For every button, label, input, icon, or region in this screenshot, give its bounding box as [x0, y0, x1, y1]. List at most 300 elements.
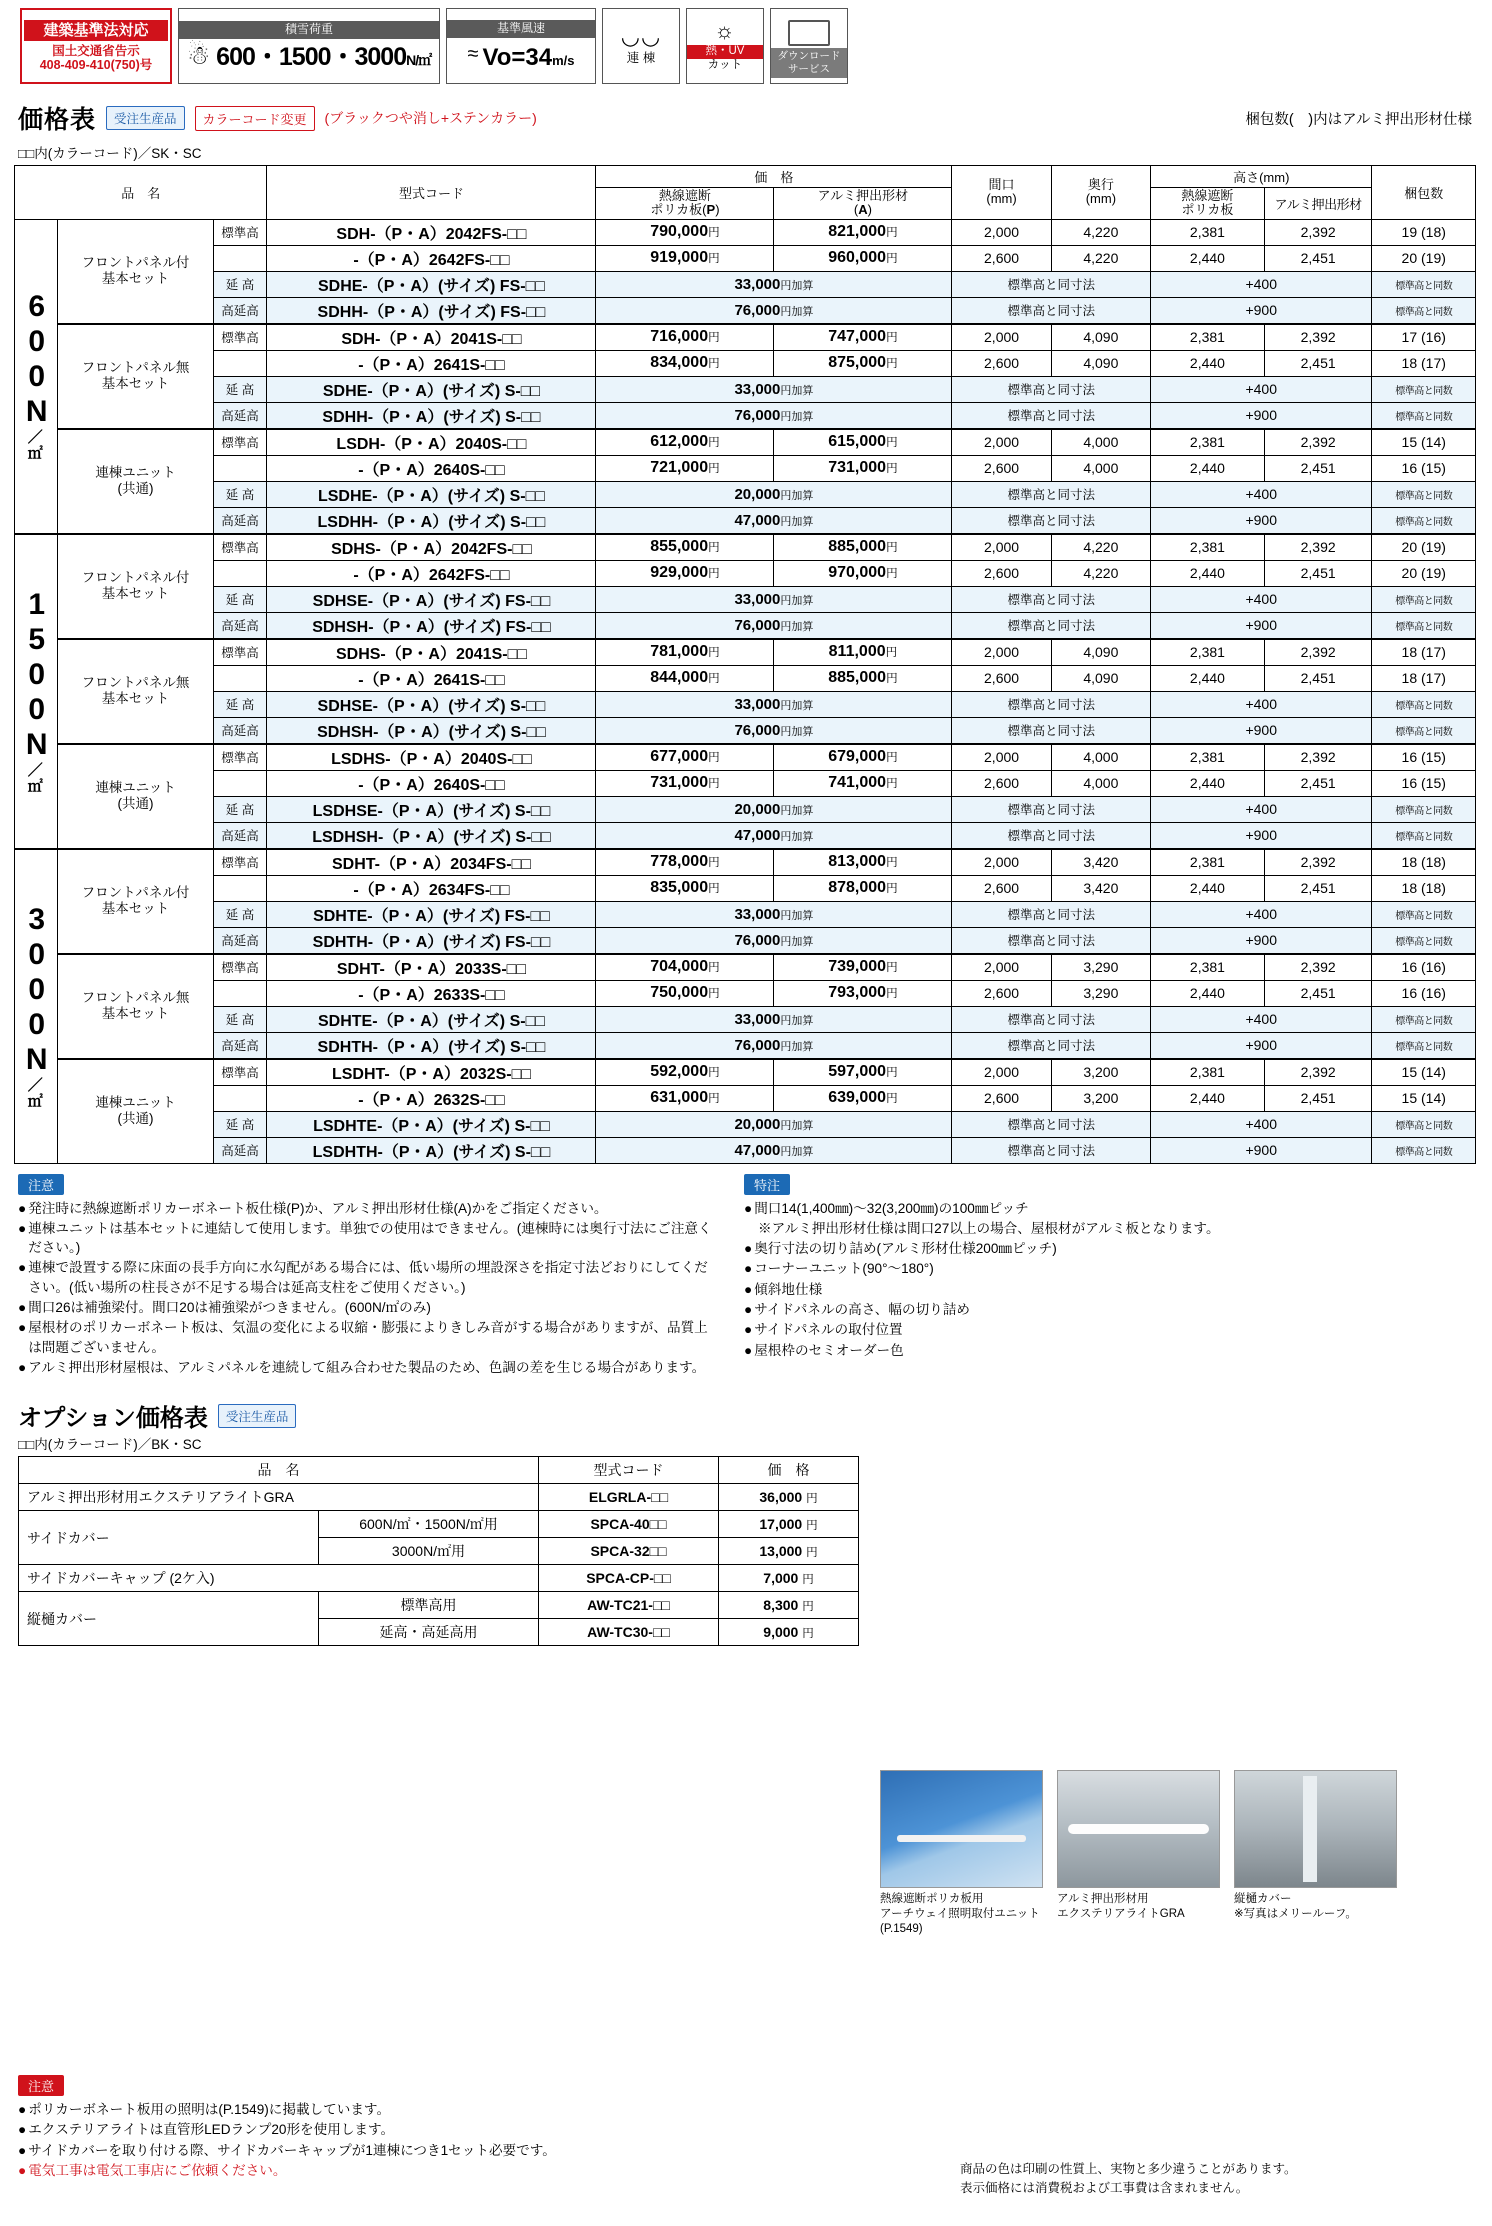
height-delta: +900 [1151, 927, 1372, 954]
model-code: -（P・A）2642FS-□□ [267, 560, 596, 586]
model-code: SDHT-（P・A）2034FS-□□ [267, 849, 596, 876]
model-code: LSDHTH-（P・A）(サイズ) S-□□ [267, 1137, 596, 1163]
height-poly: 2,381 [1151, 849, 1265, 876]
width-value: 2,000 [952, 639, 1051, 666]
price-alumi: 960,000円 [774, 245, 952, 271]
note-text: 奥行寸法の切り詰め(アルミ形材仕様200㎜ピッチ) [754, 1241, 1057, 1257]
height-type-label: 標準高 [213, 849, 267, 876]
snow-load-badge [178, 8, 440, 84]
dimension-note: 標準高と同寸法 [952, 1111, 1151, 1137]
note-item [18, 1318, 718, 1357]
model-code: SDHSH-（P・A）(サイズ) S-□□ [267, 717, 596, 744]
depth-value: 4,220 [1051, 245, 1150, 271]
color-code-line: □□内(カラーコード)／SK・SC [18, 146, 202, 161]
color-change-note: (ブラックつや消し+ステンカラー) [324, 110, 537, 126]
bullet-icon: ● [18, 1359, 27, 1375]
footer-line-1: 商品の色は印刷の性質上、実物と多少違うことがあります。 [960, 2162, 1297, 2176]
height-delta: +900 [1151, 1137, 1372, 1163]
packing-count: 標準高と同数 [1372, 271, 1476, 297]
archway-lighting-photo [880, 1770, 1043, 1888]
product-name: フロントパネル付 基本セット [58, 849, 213, 954]
option-name: 縦樋カバー [19, 1592, 319, 1646]
table-row [15, 245, 1476, 271]
packing-count: 標準高と同数 [1372, 691, 1476, 717]
product-name: フロントパネル無 基本セット [58, 324, 213, 429]
surcharge-price: 76,000円加算 [596, 1032, 952, 1059]
height-poly: 2,381 [1151, 324, 1265, 351]
bullet-icon: ● [18, 1300, 27, 1316]
height-poly: 2,440 [1151, 350, 1265, 376]
surcharge-price: 33,000円加算 [596, 691, 952, 717]
height-alumi: 2,451 [1264, 560, 1372, 586]
color-code-change-badge: カラーコード変更 [195, 106, 315, 131]
model-code: SDHSE-（P・A）(サイズ) FS-□□ [267, 586, 596, 612]
model-code: LSDHH-（P・A）(サイズ) S-□□ [267, 507, 596, 534]
packing-count: 20 (19) [1372, 245, 1476, 271]
option-notes-heading: 注意 [18, 2075, 64, 2096]
height-type-label: 標準高 [213, 1059, 267, 1086]
price-alumi: 885,000円 [774, 665, 952, 691]
width-value: 2,600 [952, 875, 1051, 901]
surcharge-price: 76,000円加算 [596, 297, 952, 324]
download-service-badge[interactable] [770, 8, 848, 84]
product-name: 連棟ユニット (共通) [58, 744, 213, 849]
height-alumi: 2,392 [1264, 639, 1372, 666]
height-poly: 2,381 [1151, 219, 1265, 245]
th-price-alumi: アルミ押出形材 (A) [774, 188, 952, 220]
height-poly: 2,381 [1151, 1059, 1265, 1086]
note-text: 間口14(1,400㎜)～32(3,200㎜)の100㎜ピッチ [754, 1200, 1029, 1216]
height-alumi: 2,451 [1264, 875, 1372, 901]
depth-value: 4,090 [1051, 639, 1150, 666]
packing-count: 16 (15) [1372, 744, 1476, 771]
depth-value: 4,220 [1051, 534, 1150, 561]
option-made-to-order-badge: 受注生産品 [218, 1404, 297, 1428]
price-poly: 631,000円 [596, 1085, 774, 1111]
page-title: 価格表 [18, 106, 97, 134]
price-alumi: 731,000円 [774, 455, 952, 481]
dimension-note: 標準高と同寸法 [952, 822, 1151, 849]
height-type-label [213, 875, 267, 901]
note-text: 屋根枠のセミオーダー色 [754, 1342, 904, 1358]
height-poly: 2,440 [1151, 980, 1265, 1006]
model-code: SDHTE-（P・A）(サイズ) S-□□ [267, 1006, 596, 1032]
price-poly: 790,000円 [596, 219, 774, 245]
th-price-poly: 熱線遮断 ポリカ板(P) [596, 188, 774, 220]
model-code: SDHE-（P・A）(サイズ) S-□□ [267, 376, 596, 402]
height-type-label: 高延高 [213, 402, 267, 429]
table-row [15, 822, 1476, 849]
table-row [15, 665, 1476, 691]
th-width: 間口 (mm) [952, 166, 1051, 220]
notice-number: 408-409-410(750)号 [39, 58, 153, 73]
wind-speed-value: Vo=34 [482, 44, 553, 72]
table-row [15, 297, 1476, 324]
photo-caption-2: 縦樋カバー ※写真はメリールーフ。 [1234, 1893, 1357, 1920]
packing-count: 18 (17) [1372, 639, 1476, 666]
th-height-alumi: アルミ押出形材 [1264, 188, 1372, 220]
bullet-icon: ● [744, 1302, 753, 1318]
product-name: 連棟ユニット (共通) [58, 1059, 213, 1164]
price-poly: 750,000円 [596, 980, 774, 1006]
price-alumi: 821,000円 [774, 219, 952, 245]
width-value: 2,600 [952, 245, 1051, 271]
depth-value: 4,090 [1051, 665, 1150, 691]
photo-caption-1: アルミ押出形材用 エクステリアライトGRA [1057, 1893, 1185, 1920]
height-alumi: 2,392 [1264, 1059, 1372, 1086]
width-value: 2,000 [952, 219, 1051, 245]
note-text: 間口26は補強梁付。間口20は補強梁がつきません。(600N/㎡のみ) [28, 1300, 431, 1316]
surcharge-price: 20,000円加算 [596, 796, 952, 822]
bullet-icon: ● [18, 1260, 27, 1276]
multi-bay-icon: ◡◡ [620, 24, 662, 50]
model-code: -（P・A）2634FS-□□ [267, 875, 596, 901]
footer-disclaimer [960, 2160, 1297, 2198]
photo-row [880, 1770, 1397, 1937]
product-name: 連棟ユニット (共通) [58, 429, 213, 534]
height-type-label [213, 980, 267, 1006]
height-type-label: 標準高 [213, 954, 267, 981]
table-row [15, 717, 1476, 744]
note-text: 発注時に熱線遮断ポリカーボネート板仕様(P)か、アルミ押出形材仕様(A)かをご指定ください。 [28, 1200, 608, 1216]
price-alumi: 970,000円 [774, 560, 952, 586]
price-alumi: 747,000円 [774, 324, 952, 351]
height-poly: 2,440 [1151, 1085, 1265, 1111]
packing-count: 標準高と同数 [1372, 376, 1476, 402]
dimension-note: 標準高と同寸法 [952, 717, 1151, 744]
table-row [15, 980, 1476, 1006]
depth-value: 3,290 [1051, 980, 1150, 1006]
snow-load-caption: 積雪荷重 [179, 21, 439, 39]
note-text: アルミ押出形材屋根は、アルミパネルを連続して組み合わせた製品のため、色調の差を生じる場合があります。 [28, 1359, 706, 1375]
notes-heading: 注意 [18, 1174, 64, 1195]
height-poly: 2,440 [1151, 245, 1265, 271]
price-alumi: 878,000円 [774, 875, 952, 901]
packing-count: 標準高と同数 [1372, 402, 1476, 429]
width-value: 2,000 [952, 744, 1051, 771]
width-value: 2,600 [952, 455, 1051, 481]
price-alumi: 875,000円 [774, 350, 952, 376]
table-row [15, 612, 1476, 639]
dimension-note: 標準高と同寸法 [952, 927, 1151, 954]
uv-cut-line1: 熱・UV [687, 45, 763, 58]
snow-icon: ☃ [186, 39, 211, 70]
packing-note: 梱包数( )内はアルミ押出形材仕様 [1245, 111, 1472, 128]
width-value: 2,000 [952, 324, 1051, 351]
bullet-icon: ● [18, 2122, 27, 2138]
price-poly: 834,000円 [596, 350, 774, 376]
dimension-note: 標準高と同寸法 [952, 586, 1151, 612]
depth-value: 4,000 [1051, 744, 1150, 771]
table-row [15, 376, 1476, 402]
height-type-label: 高延高 [213, 297, 267, 324]
table-row [15, 1006, 1476, 1032]
wind-icon: ≈ [467, 43, 479, 66]
option-model-code: SPCA-40□□ [539, 1511, 719, 1538]
dimension-note: 標準高と同寸法 [952, 376, 1151, 402]
product-name: フロントパネル付 基本セット [58, 219, 213, 324]
price-alumi: 615,000円 [774, 429, 952, 456]
table-row [15, 402, 1476, 429]
table-row [15, 271, 1476, 297]
building-standards-title: 建築基準法対応 [24, 20, 168, 41]
table-row [15, 744, 1476, 771]
depth-value: 4,090 [1051, 350, 1150, 376]
note-text: コーナーユニット(90°～180°) [754, 1261, 934, 1277]
height-alumi: 2,451 [1264, 665, 1372, 691]
note-item [18, 2100, 818, 2119]
height-alumi: 2,451 [1264, 455, 1372, 481]
table-row [15, 455, 1476, 481]
price-poly: 731,000円 [596, 770, 774, 796]
model-code: LSDHSH-（P・A）(サイズ) S-□□ [267, 822, 596, 849]
height-delta: +900 [1151, 822, 1372, 849]
surcharge-price: 47,000円加算 [596, 507, 952, 534]
snow-load-value: 600・1500・3000 [216, 42, 407, 71]
multi-bay-label: 連 棟 [626, 51, 656, 66]
price-alumi: 885,000円 [774, 534, 952, 561]
spec-badge-row [14, 0, 1478, 98]
table-row [15, 507, 1476, 534]
option-row [19, 1592, 859, 1619]
bullet-icon: ● [744, 1281, 753, 1297]
table-row [15, 901, 1476, 927]
height-alumi: 2,451 [1264, 980, 1372, 1006]
depth-value: 3,200 [1051, 1059, 1150, 1086]
height-type-label [213, 770, 267, 796]
packing-count: 15 (14) [1372, 429, 1476, 456]
packing-count: 標準高と同数 [1372, 612, 1476, 639]
option-notes [18, 2075, 818, 2181]
option-model-code: AW-TC21-□□ [539, 1592, 719, 1619]
price-alumi: 793,000円 [774, 980, 952, 1006]
option-row [19, 1484, 859, 1511]
option-variant: 3000N/㎡用 [319, 1538, 539, 1565]
table-row [15, 429, 1476, 456]
surcharge-price: 33,000円加算 [596, 271, 952, 297]
price-poly: 592,000円 [596, 1059, 774, 1086]
product-name: フロントパネル無 基本セット [58, 954, 213, 1059]
height-poly: 2,381 [1151, 534, 1265, 561]
price-poly: 835,000円 [596, 875, 774, 901]
price-poly: 721,000円 [596, 455, 774, 481]
option-price-table [18, 1456, 859, 1646]
product-name: フロントパネル無 基本セット [58, 639, 213, 744]
special-sub-note-text: ※アルミ押出形材仕様は間口27以上の場合、屋根材がアルミ板となります。 [758, 1220, 1220, 1236]
model-code: -（P・A）2641S-□□ [267, 665, 596, 691]
monitor-icon [788, 20, 830, 46]
th-code: 型式コード [267, 166, 596, 220]
height-type-label [213, 245, 267, 271]
load-capacity-label: 600N ／ ㎡ [15, 219, 58, 534]
height-poly: 2,381 [1151, 954, 1265, 981]
price-poly: 704,000円 [596, 954, 774, 981]
surcharge-price: 33,000円加算 [596, 901, 952, 927]
dimension-note: 標準高と同寸法 [952, 507, 1151, 534]
price-alumi: 813,000円 [774, 849, 952, 876]
note-item [18, 2120, 818, 2139]
note-text: 傾斜地仕様 [754, 1281, 823, 1297]
dimension-note: 標準高と同寸法 [952, 297, 1151, 324]
height-delta: +900 [1151, 402, 1372, 429]
width-value: 2,000 [952, 954, 1051, 981]
height-type-label [213, 560, 267, 586]
packing-count: 16 (16) [1372, 980, 1476, 1006]
option-color-code-line: □□内(カラーコード)／BK・SC [18, 1437, 202, 1453]
dimension-note: 標準高と同寸法 [952, 1137, 1151, 1163]
note-item [18, 2141, 818, 2160]
height-type-label: 延 高 [213, 796, 267, 822]
model-code: LSDHE-（P・A）(サイズ) S-□□ [267, 481, 596, 507]
model-code: LSDHSE-（P・A）(サイズ) S-□□ [267, 796, 596, 822]
exterior-light-photo [1057, 1770, 1220, 1888]
surcharge-price: 47,000円加算 [596, 1137, 952, 1163]
model-code: -（P・A）2632S-□□ [267, 1085, 596, 1111]
table-row [15, 481, 1476, 507]
table-row [15, 324, 1476, 351]
option-variant: 600N/㎡・1500N/㎡用 [319, 1511, 539, 1538]
table-row [15, 796, 1476, 822]
table-row [15, 770, 1476, 796]
th-name: 品 名 [15, 166, 267, 220]
option-price: 36,000 円 [719, 1484, 859, 1511]
height-delta: +400 [1151, 901, 1372, 927]
model-code: SDHS-（P・A）2042FS-□□ [267, 534, 596, 561]
option-model-code: SPCA-32□□ [539, 1538, 719, 1565]
width-value: 2,600 [952, 770, 1051, 796]
depth-value: 4,090 [1051, 324, 1150, 351]
option-name: サイドカバーキャップ (2ケ入) [19, 1565, 539, 1592]
note-item [744, 1259, 1444, 1278]
model-code: SDH-（P・A）2042FS-□□ [267, 219, 596, 245]
price-alumi: 639,000円 [774, 1085, 952, 1111]
price-alumi: 597,000円 [774, 1059, 952, 1086]
height-type-label: 延 高 [213, 586, 267, 612]
option-row [19, 1565, 859, 1592]
note-item [744, 1280, 1444, 1299]
height-type-label [213, 350, 267, 376]
table-row [15, 219, 1476, 245]
opt-th-code: 型式コード [539, 1457, 719, 1484]
bullet-icon: ● [18, 1320, 27, 1336]
note-item [744, 1320, 1444, 1339]
option-price: 17,000 円 [719, 1511, 859, 1538]
height-type-label: 標準高 [213, 429, 267, 456]
note-item [18, 1258, 718, 1297]
height-type-label: 標準高 [213, 219, 267, 245]
opt-th-name: 品 名 [19, 1457, 539, 1484]
note-text: エクステリアライトは直管形LEDランプ20形を使用します。 [28, 2122, 395, 2138]
width-value: 2,600 [952, 560, 1051, 586]
height-poly: 2,440 [1151, 770, 1265, 796]
model-code: SDHS-（P・A）2041S-□□ [267, 639, 596, 666]
note-text: ポリカーボネート板用の照明は(P.1549)に掲載しています。 [28, 2102, 391, 2117]
option-title: オプション価格表 [18, 1405, 208, 1433]
surcharge-price: 20,000円加算 [596, 481, 952, 507]
packing-count: 標準高と同数 [1372, 507, 1476, 534]
height-type-label: 標準高 [213, 744, 267, 771]
height-type-label: 標準高 [213, 534, 267, 561]
packing-count: 16 (16) [1372, 954, 1476, 981]
height-poly: 2,381 [1151, 429, 1265, 456]
special-sub-note [744, 1219, 1444, 1238]
option-variant: 標準高用 [319, 1592, 539, 1619]
option-section-header [14, 1398, 1478, 1433]
depth-value: 4,000 [1051, 455, 1150, 481]
height-alumi: 2,392 [1264, 324, 1372, 351]
model-code: SDHSE-（P・A）(サイズ) S-□□ [267, 691, 596, 717]
model-code: SDHE-（P・A）(サイズ) FS-□□ [267, 271, 596, 297]
special-heading: 特注 [744, 1174, 790, 1195]
height-delta: +900 [1151, 507, 1372, 534]
photo-caption-0: 熱線遮断ポリカ板用 アーチウェイ照明取付ユニット (P.1549) [880, 1893, 1040, 1935]
note-item [744, 1300, 1444, 1319]
table-row [15, 1137, 1476, 1163]
height-delta: +900 [1151, 297, 1372, 324]
height-poly: 2,381 [1151, 639, 1265, 666]
packing-count: 15 (14) [1372, 1085, 1476, 1111]
packing-count: 18 (17) [1372, 350, 1476, 376]
option-model-code: AW-TC30-□□ [539, 1619, 719, 1646]
packing-count: 標準高と同数 [1372, 586, 1476, 612]
dimension-note: 標準高と同寸法 [952, 691, 1151, 717]
bullet-icon: ● [18, 2142, 27, 2158]
option-variant: 延高・高延高用 [319, 1619, 539, 1646]
option-model-code: SPCA-CP-□□ [539, 1565, 719, 1592]
height-poly: 2,381 [1151, 744, 1265, 771]
note-text: サイドカバーを取り付ける際、サイドカバーキャップが1連棟につき1セット必要です。 [28, 2142, 556, 2158]
height-type-label: 延 高 [213, 271, 267, 297]
height-delta: +400 [1151, 271, 1372, 297]
table-row [15, 639, 1476, 666]
height-poly: 2,440 [1151, 455, 1265, 481]
surcharge-price: 76,000円加算 [596, 402, 952, 429]
opt-th-price: 価 格 [719, 1457, 859, 1484]
packing-count: 16 (15) [1372, 455, 1476, 481]
depth-value: 4,000 [1051, 770, 1150, 796]
dimension-note: 標準高と同寸法 [952, 901, 1151, 927]
width-value: 2,000 [952, 534, 1051, 561]
download-line1: ダウンロード [777, 49, 841, 62]
packing-count: 15 (14) [1372, 1059, 1476, 1086]
height-poly: 2,440 [1151, 665, 1265, 691]
table-row [15, 586, 1476, 612]
packing-count: 18 (17) [1372, 665, 1476, 691]
dimension-note: 標準高と同寸法 [952, 1006, 1151, 1032]
dimension-note: 標準高と同寸法 [952, 402, 1151, 429]
model-code: SDH-（P・A）2041S-□□ [267, 324, 596, 351]
depth-value: 3,420 [1051, 875, 1150, 901]
table-row [15, 927, 1476, 954]
packing-count: 16 (15) [1372, 770, 1476, 796]
made-to-order-badge: 受注生産品 [106, 106, 185, 130]
height-poly: 2,440 [1151, 560, 1265, 586]
dimension-note: 標準高と同寸法 [952, 612, 1151, 639]
height-alumi: 2,392 [1264, 429, 1372, 456]
table-row [15, 691, 1476, 717]
model-code: -（P・A）2640S-□□ [267, 770, 596, 796]
th-depth: 奥行 (mm) [1051, 166, 1150, 220]
uv-cut-badge [686, 8, 764, 84]
height-type-label: 延 高 [213, 1006, 267, 1032]
surcharge-price: 33,000円加算 [596, 1006, 952, 1032]
price-section-header [14, 98, 1478, 142]
packing-count: 標準高と同数 [1372, 717, 1476, 744]
height-delta: +900 [1151, 1032, 1372, 1059]
table-row [15, 1032, 1476, 1059]
height-delta: +400 [1151, 691, 1372, 717]
height-alumi: 2,392 [1264, 849, 1372, 876]
